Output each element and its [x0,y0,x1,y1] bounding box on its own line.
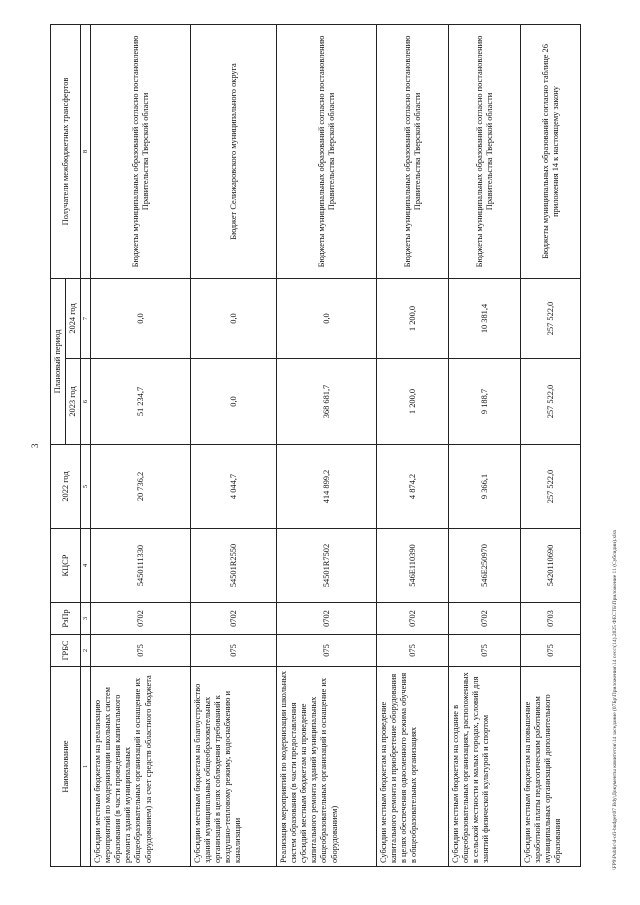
row-rzpr: 0702 [377,603,449,635]
row-2024: 0,0 [277,278,377,358]
col-number: 2 [81,635,91,667]
row-2022: 4 044,7 [191,445,277,529]
row-2022: 257 522,0 [521,445,581,529]
row-rzpr: 0702 [277,603,377,635]
header-2024: 2024 год [66,278,81,358]
row-2023: 1 200,0 [377,359,449,445]
header-grbs: ГРБС [51,635,81,667]
row-name: Субсидии местным бюджетам на создание в общеобразовательных организациях, расположенных в сельской местности и малых городах, условий для занятий физической культурой и спортом [449,667,521,867]
subsidies-table [50,24,581,867]
row-recipient: Бюджеты муниципальных образований согласно таблице 26 приложения 14 к настоящему закону [521,24,581,278]
row-2024: 1 200,0 [377,278,449,358]
row-2024: 0,0 [191,278,277,358]
row-2023: 0,0 [191,359,277,445]
row-2022: 4 874,2 [377,445,449,529]
row-recipient: Бюджеты муниципальных образований согласно постановлению Правительства Тверской области [449,24,521,278]
row-kcsr: 5420110690 [521,529,581,603]
row-kcsr: 5450111330 [91,529,191,603]
row-name: Реализация мероприятий по модернизации школьных систем образования (в части предоставления субсидий местным бюджетам на проведение капитального ремонта зданий муниципальных общеобразовательных организаций и оснащение их оборудованием) [277,667,377,867]
table-row [377,24,449,866]
row-name: Субсидии местным бюджетам на реализацию мероприятий по модернизации школьных систем образования (в части проведения капитального ремонта зданий муниципальных общеобразовательных организаций и оснащение их оборудованием) за счет средств областного бюджета [91,667,191,867]
file-path-footer: \FP9\Public\d-ofi-budget\07 Bdy\Документы комитетов\14 заседание (07Бр\Приложения\14 сесс\(14).2025 ФЕСТБ\Приложение 11 (Субсидии).xlsx [612,529,618,870]
row-2022: 9 366,1 [449,445,521,529]
row-2024: 257 522,0 [521,278,581,358]
row-kcsr: 54501R2550 [191,529,277,603]
row-2023: 9 188,7 [449,359,521,445]
row-rzpr: 0702 [191,603,277,635]
col-number: 7 [81,278,91,358]
row-rzpr: 0703 [521,603,581,635]
header-2023: 2023 год [66,359,81,445]
col-number: 8 [81,24,91,278]
column-number-row [81,24,91,866]
col-number: 6 [81,359,91,445]
table-row [449,24,521,866]
table-row [521,24,581,866]
row-rzpr: 0702 [91,603,191,635]
table-row [191,24,277,866]
row-grbs: 075 [91,635,191,667]
row-recipient: Бюджеты муниципальных образований согласно постановлению Правительства Тверской области [377,24,449,278]
row-2023: 257 522,0 [521,359,581,445]
header-rzpr: РзПр [51,603,81,635]
row-recipient: Бюджет Селижаровского муниципального округа [191,24,277,278]
row-2024: 0,0 [91,278,191,358]
row-rzpr: 0702 [449,603,521,635]
table-row [91,24,191,866]
header-plan-period: Плановый период [51,278,66,444]
row-grbs: 075 [277,635,377,667]
row-recipient: Бюджеты муниципальных образований согласно постановлению Правительства Тверской области [277,24,377,278]
col-number: 4 [81,529,91,603]
row-2024: 10 381,4 [449,278,521,358]
row-recipient: Бюджеты муниципальных образований согласно постановлению Правительства Тверской области [91,24,191,278]
row-2023: 368 681,7 [277,359,377,445]
row-kcsr: 546E250970 [449,529,521,603]
row-kcsr: 54501R7502 [277,529,377,603]
row-grbs: 075 [449,635,521,667]
row-name: Субсидии местным бюджетам на проведение капитального ремонта и приобретение оборудования в целях обеспечения односменного режима обучения в общеобразовательных организациях [377,667,449,867]
rotated-table-container [50,25,585,867]
page-number: 3 [30,443,40,448]
col-number: 1 [81,667,91,867]
row-2022: 414 899,2 [277,445,377,529]
col-number: 5 [81,445,91,529]
col-number: 3 [81,603,91,635]
header-name: Наименование [51,667,81,867]
header-recipients: Получатели межбюджетных трансфертов [51,24,81,278]
row-grbs: 075 [191,635,277,667]
row-name: Субсидии местным бюджетам на повышение заработной платы педагогическим работникам муниципальных организаций дополнительного образования [521,667,581,867]
header-2022: 2022 год [51,445,81,529]
row-grbs: 075 [377,635,449,667]
row-name: Субсидии местным бюджетам на благоустройство зданий муниципальных общеобразовательных организаций в целях соблюдения требований к воздушно-тепловому режиму, водоснабжению и канализации [191,667,277,867]
row-2023: 51 234,7 [91,359,191,445]
row-2022: 20 736,2 [91,445,191,529]
header-kcsr: КЦСР [51,529,81,603]
row-grbs: 075 [521,635,581,667]
row-kcsr: 546E110390 [377,529,449,603]
table-row [277,24,377,866]
